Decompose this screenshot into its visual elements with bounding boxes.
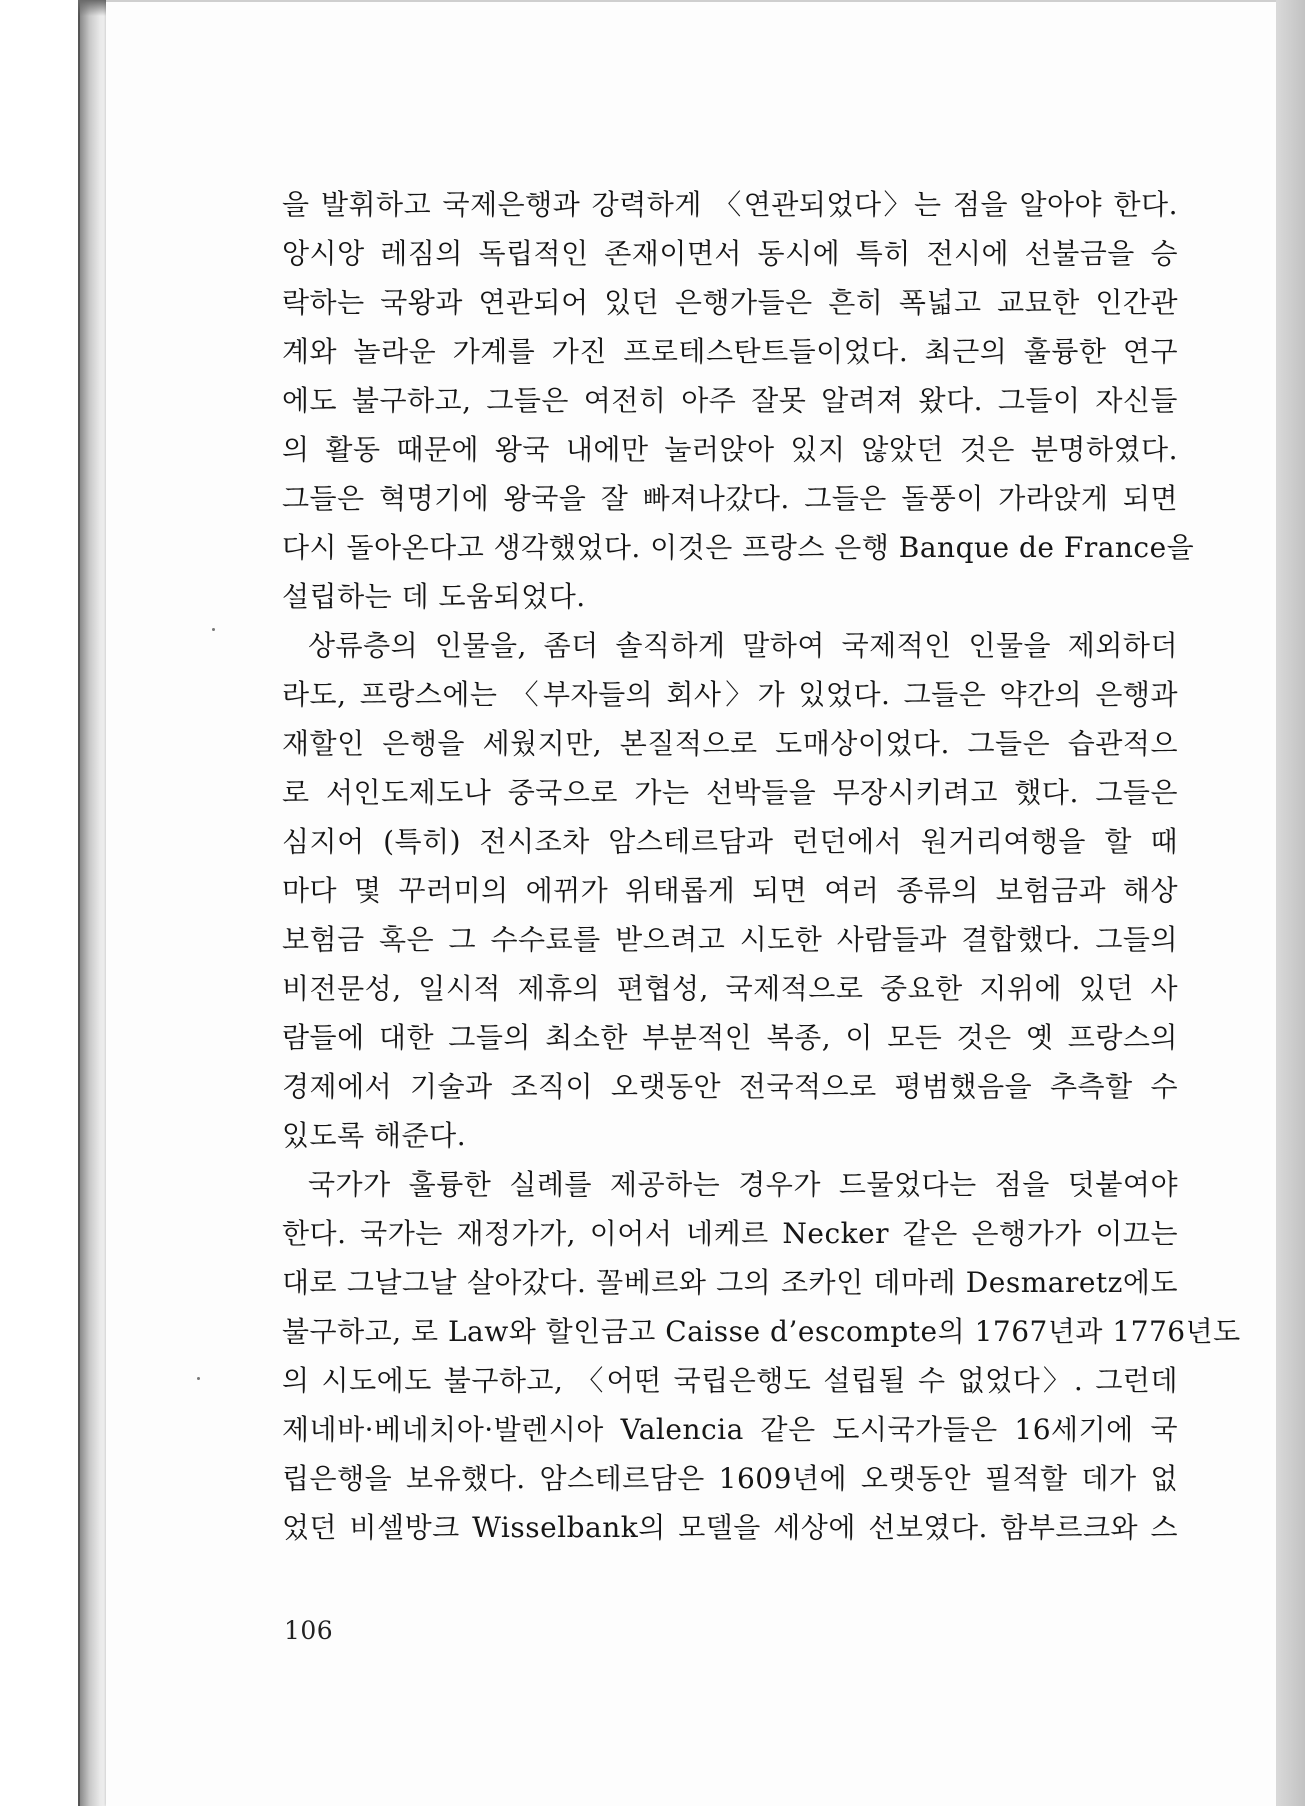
text-line: 다시 돌아온다고 생각했었다. 이것은 프랑스 은행 Banque de France을 xyxy=(282,531,1195,564)
text-line: 심지어 (특히) 전시조차 암스테르담과 런던에서 원거리여행을 할 때 xyxy=(282,825,1178,858)
text-line: 을 발휘하고 국제은행과 강력하게 〈연관되었다〉는 점을 알아야 한다. xyxy=(282,188,1178,221)
text-line: 립은행을 보유했다. 암스테르담은 1609년에 오랫동안 필적할 데가 없 xyxy=(282,1462,1178,1495)
text-line: 대로 그날그날 살아갔다. 꼴베르와 그의 조카인 데마레 Desmaretz에도 xyxy=(282,1266,1178,1299)
text-line: 의 활동 때문에 왕국 내에만 눌러앉아 있지 않았던 것은 분명하였다. xyxy=(282,433,1178,466)
text-line: 경제에서 기술과 조직이 오랫동안 전국적으로 평범했음을 추측할 수 xyxy=(282,1070,1178,1103)
text-line: 보험금 혹은 그 수수료를 받으려고 시도한 사람들과 결합했다. 그들의 xyxy=(282,923,1178,956)
text-line: 제네바·베네치아·발렌시아 Valencia 같은 도시국가들은 16세기에 국 xyxy=(282,1413,1178,1446)
book-spine-shadow xyxy=(78,0,106,16)
text-line: 상류층의 인물을, 좀더 솔직하게 말하여 국제적인 인물을 제외하더 xyxy=(308,629,1178,662)
text-line: 재할인 은행을 세웠지만, 본질적으로 도매상이었다. 그들은 습관적으 xyxy=(282,727,1178,760)
page-number: 106 xyxy=(284,1616,334,1645)
text-line: 었던 비셀방크 Wisselbank의 모델을 세상에 선보였다. 함부르크와 스 xyxy=(282,1511,1178,1544)
right-page-shadow xyxy=(1276,0,1305,1806)
text-line: 의 시도에도 불구하고, 〈어떤 국립은행도 설립될 수 없었다〉. 그런데 xyxy=(282,1364,1178,1397)
text-line: 한다. 국가는 재정가가, 이어서 네케르 Necker 같은 은행가가 이끄는 xyxy=(282,1217,1178,1250)
text-line: 계와 놀라운 가계를 가진 프로테스탄트들이었다. 최근의 훌륭한 연구 xyxy=(282,335,1178,368)
text-line: 람들에 대한 그들의 최소한 부분적인 복종, 이 모든 것은 옛 프랑스의 xyxy=(282,1021,1178,1054)
text-line: 로 서인도제도나 중국으로 가는 선박들을 무장시키려고 했다. 그들은 xyxy=(282,776,1178,809)
text-line: 설립하는 데 도움되었다. xyxy=(282,580,586,613)
text-line: 에도 불구하고, 그들은 여전히 아주 잘못 알려져 왔다. 그들이 자신들 xyxy=(282,384,1178,417)
text-line: 앙시앙 레짐의 독립적인 존재이면서 동시에 특히 전시에 선불금을 승 xyxy=(282,237,1178,270)
text-line: 있도록 해준다. xyxy=(282,1119,467,1152)
text-line: 그들은 혁명기에 왕국을 잘 빠져나갔다. 그들은 돌풍이 가라앉게 되면 xyxy=(282,482,1178,515)
body-text xyxy=(282,180,1241,1552)
text-line: 비전문성, 일시적 제휴의 편협성, 국제적으로 중요한 지위에 있던 사 xyxy=(282,972,1178,1005)
text-line: 라도, 프랑스에는 〈부자들의 회사〉가 있었다. 그들은 약간의 은행과 xyxy=(282,678,1178,711)
text-line: 불구하고, 로 Law와 할인금고 Caisse d’escompte의 1767년과 1776년도 xyxy=(282,1315,1241,1348)
book-spine-edge xyxy=(78,0,108,1806)
page-top-edge xyxy=(106,0,1276,2)
text-line: 국가가 훌륭한 실례를 제공하는 경우가 드물었다는 점을 덧붙여야 xyxy=(308,1168,1178,1201)
scan-speck xyxy=(197,1377,200,1380)
text-line: 락하는 국왕과 연관되어 있던 은행가들은 흔히 폭넓고 교묘한 인간관 xyxy=(282,286,1178,319)
text-line: 마다 몇 꾸러미의 에뀌가 위태롭게 되면 여러 종류의 보험금과 해상 xyxy=(282,874,1178,907)
scan-speck xyxy=(212,628,215,631)
